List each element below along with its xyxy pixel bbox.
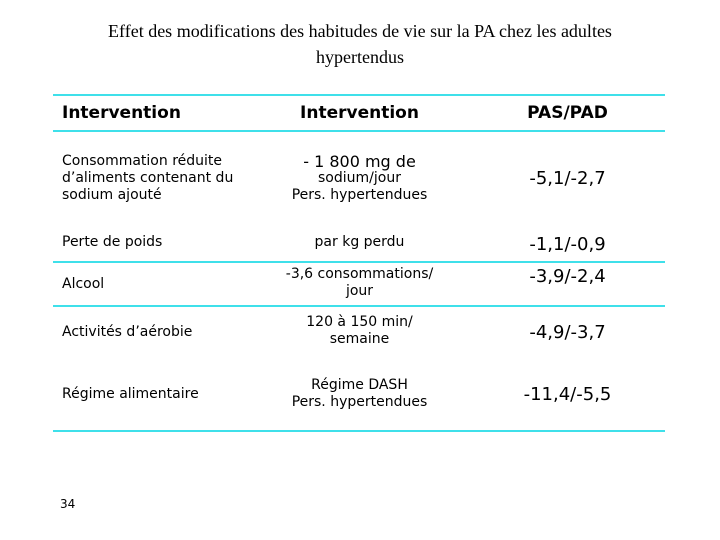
row-1-detail-line-2: sodium/jour [318, 169, 401, 186]
row-4-detail-line-1: 120 à 150 min/ [306, 314, 413, 330]
header-rule [53, 130, 665, 132]
header-intervention-detail: Intervention [300, 102, 419, 123]
row-5-detail-line-1: Régime DASH [311, 377, 408, 393]
slide-title [60, 18, 660, 70]
row-1-detail [262, 148, 457, 208]
row-1-detail-line-1: - 1 800 mg de [303, 151, 416, 171]
row-5-detail [262, 375, 457, 413]
row-1-intervention: Consommation réduite d’aliments contenant du sodium ajouté [62, 152, 234, 203]
row-1-detail-line-3: Pers. hypertendues [291, 186, 428, 203]
row-3-detail-line-2: jour [345, 283, 374, 299]
row-4-detail [262, 312, 457, 350]
row-5-detail-line-2: Pers. hypertendues [291, 394, 428, 410]
slide-title-line-1: Effet des modifications des habitudes de vie sur la PA chez les adultes [108, 21, 612, 41]
row-3-intervention: Alcool [62, 275, 105, 292]
row-4-detail-line-2: semaine [329, 331, 390, 347]
row-2-effect: -1,1/-0,9 [529, 233, 606, 255]
row-3-detail-line-1: -3,6 consommations/ [285, 266, 434, 282]
row-1-effect: -5,1/-2,7 [529, 167, 606, 189]
row-5-intervention: Régime alimentaire [62, 385, 199, 402]
row-3-detail [262, 264, 457, 302]
page-number: 34 [60, 497, 76, 511]
row-5-effect: -11,4/-5,5 [523, 383, 612, 405]
row-2-intervention: Perte de poids [62, 233, 163, 250]
row-3-rule [53, 305, 665, 307]
header-intervention: Intervention [62, 102, 181, 123]
table-bottom-rule [53, 430, 665, 432]
header-pas-pad: PAS/PAD [527, 102, 608, 123]
row-4-effect: -4,9/-3,7 [529, 321, 606, 343]
row-4-intervention: Activités d’aérobie [62, 323, 193, 340]
row-2-detail: par kg perdu [314, 233, 405, 250]
row-3-effect: -3,9/-2,4 [529, 265, 606, 287]
slide-title-line-2: hypertendus [316, 47, 404, 67]
